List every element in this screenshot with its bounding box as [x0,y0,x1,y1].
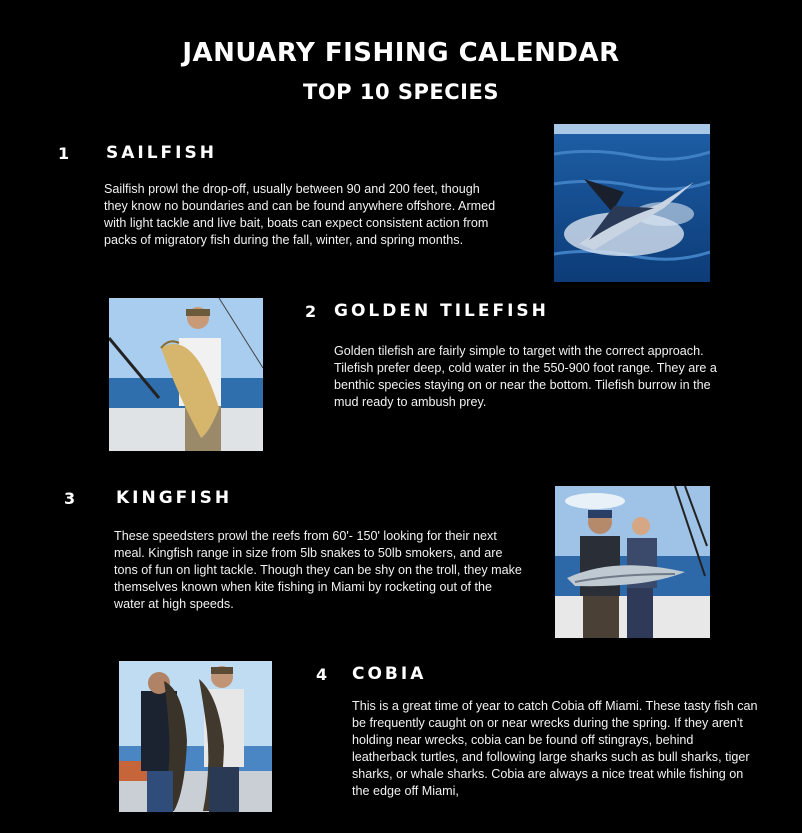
page-title: JANUARY FISHING CALENDAR [182,38,620,68]
tilefish-photo [109,298,263,451]
species-1-number: 1 [58,144,70,163]
cobia-photo [119,661,272,812]
species-3-name: KINGFISH [116,488,233,508]
species-3-number: 3 [64,489,76,508]
species-1-description: Sailfish prowl the drop-off, usually between 90 and 200 feet, though they know no boundaries and can be found anywhere offshore. Armed with light tackle and live bait, boats can expect consistent action from packs of migratory fish during the fall, winter, and spring months. [104,182,496,247]
kingfish-photo [555,486,710,638]
species-4-number: 4 [316,665,328,684]
sailfish-photo [554,124,710,282]
page-subtitle: TOP 10 SPECIES [303,80,499,104]
species-1-name: SAILFISH [106,143,217,163]
species-2-name: GOLDEN TILEFISH [334,301,549,321]
species-4-name: COBIA [352,664,427,684]
species-2-description: Golden tilefish are fairly simple to target with the correct approach. Tilefish prefer deep, cold water in the 550-900 foot range. They are a benthic species staying on or near the bottom. Tilefish burrow in the mud ready to ambush prey. [334,344,717,409]
species-4-description: This is a great time of year to catch Cobia off Miami. These tasty fish can be frequently caught on or near wrecks during the spring. If they aren't holding near wrecks, cobia can be found off stingrays, behind leatherback turtles, and following large sharks such as bull sharks, tiger sharks, or whale sharks. Cobia are always a nice treat while fishing on the edge off Miami, [352,699,758,798]
species-3-description: These speedsters prowl the reefs from 60'- 150' looking for their next meal. Kingfish range in size from 5lb snakes to 50lb smokers, and are tons of fun on light tackle. Though they can be shy on the troll, they make themselves known when kite fishing in Miami by rocketing out of the water at high speeds. [114,529,522,611]
species-2-number: 2 [305,302,317,321]
